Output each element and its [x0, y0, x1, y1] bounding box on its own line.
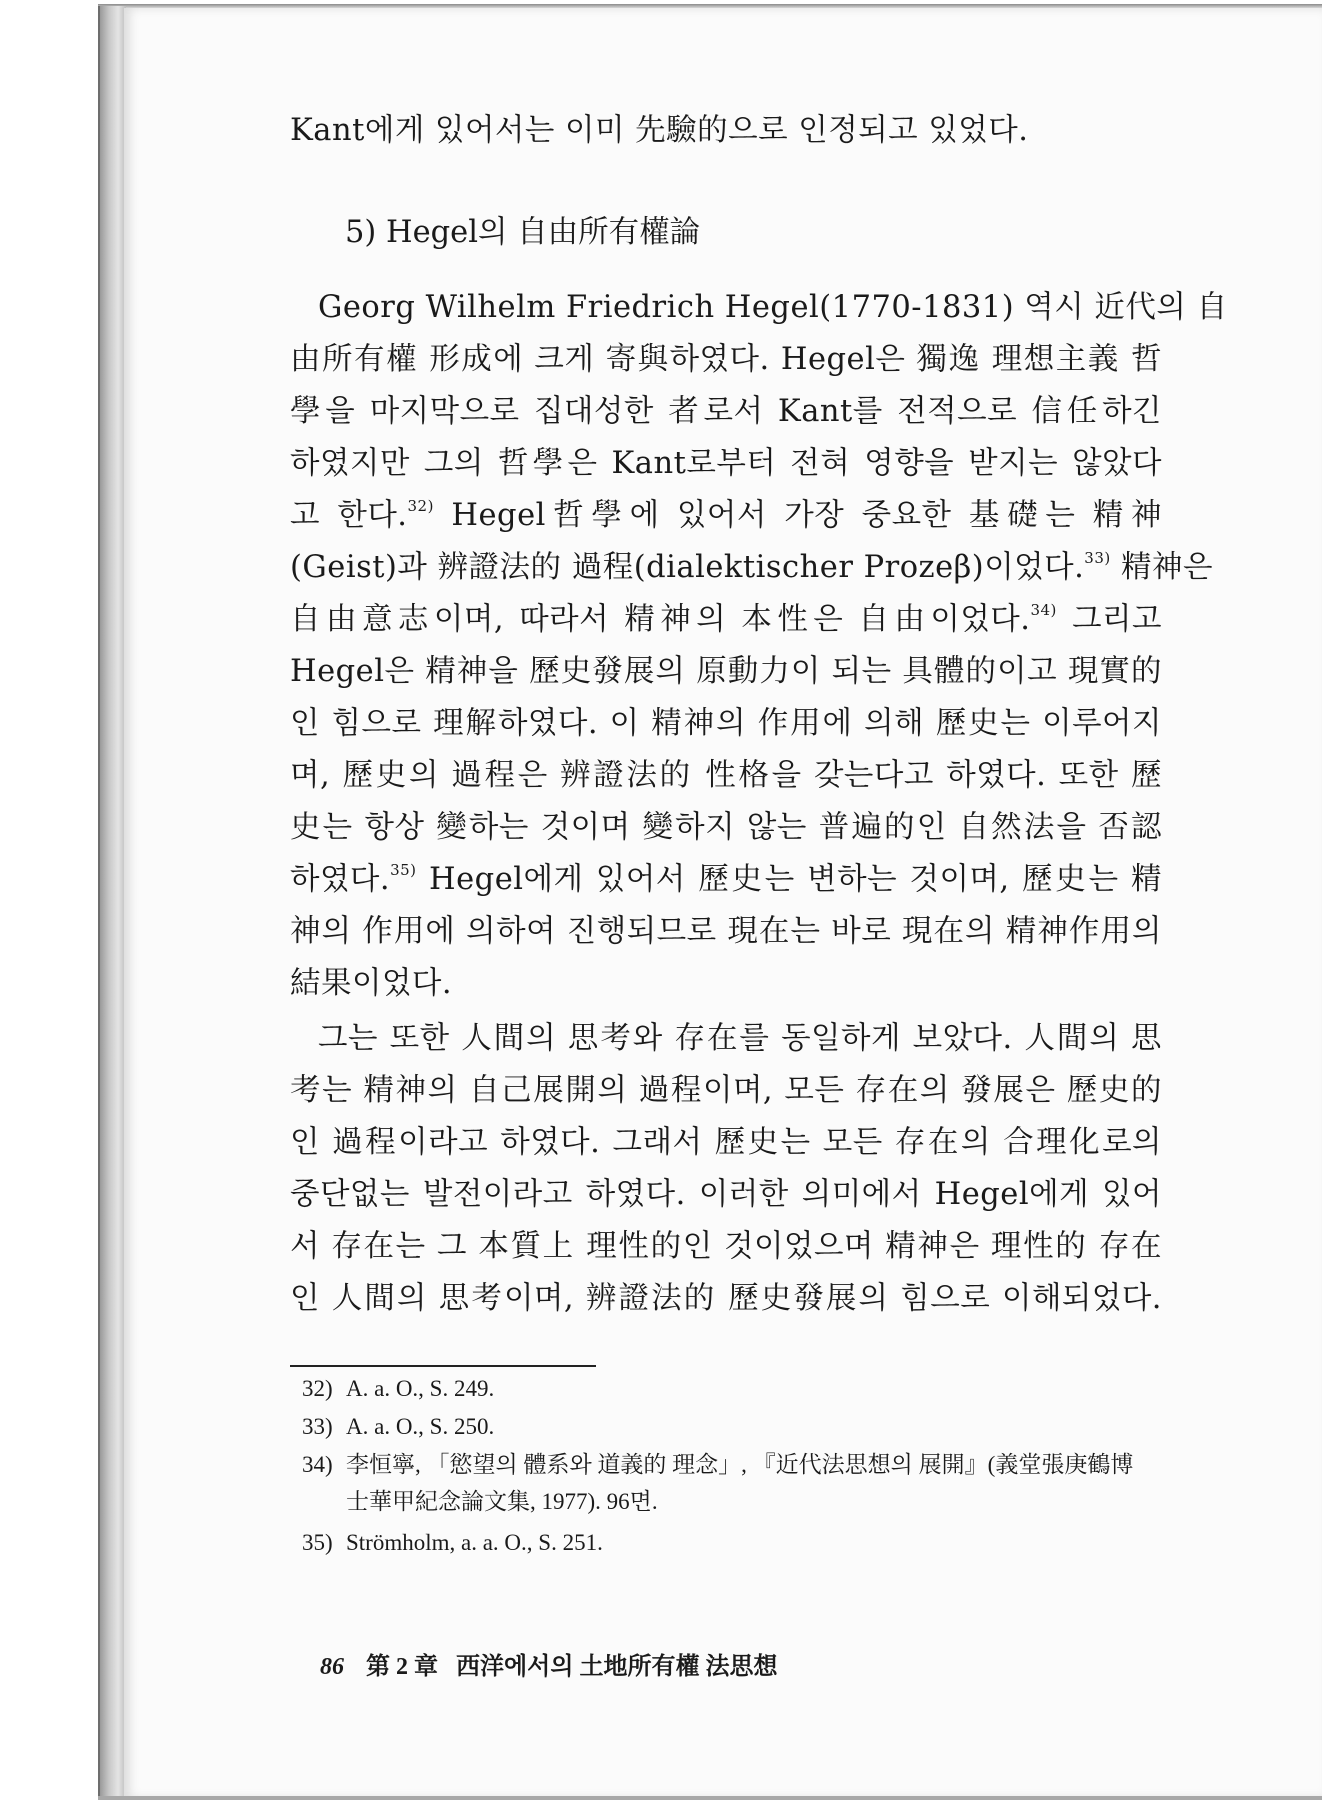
p2-line-1: 그는 또한 人間의 思考와 存在를 동일하게 보았다. 人間의 思: [318, 1021, 1162, 1056]
footnote-34: 34) 李恒寧, 「慾望의 體系와 道義的 理念」, 『近代法思想의 展開』(義堂張庚鶴博: [302, 1452, 1134, 1477]
p1-line-9: 인 힘으로 理解하였다. 이 精神의 作用에 의해 歷史는 이루어지: [290, 706, 1162, 741]
p2-line-5: 서 存在는 그 本質上 理性的인 것이었으며 精神은 理性的 存在: [290, 1229, 1162, 1264]
p2-line-3: 인 過程이라고 하였다. 그래서 歷史는 모든 存在의 合理化로의: [290, 1125, 1162, 1160]
p2-line-2: 考는 精神의 自己展開의 過程이며, 모든 存在의 發展은 歷史的: [290, 1073, 1162, 1108]
p2-line-4: 중단없는 발전이라고 하였다. 이러한 의미에서 Hegel에게 있어: [290, 1177, 1162, 1212]
p1-line-10: 며, 歷史의 過程은 辨證法的 性格을 갖는다고 하였다. 또한 歷: [290, 758, 1162, 793]
footnote-ref-32[interactable]: 32): [407, 497, 434, 515]
p1-line-7: 自由意志이며, 따라서 精神의 本性은 自由이었다.$^{34)}$ 그리고: [290, 601, 1162, 637]
p1-line-12: 하였다.$^{35)}$ Hegel에게 있어서 歷史는 변하는 것이며, 歷史는 精: [290, 861, 1162, 897]
page-number: 86: [320, 1654, 344, 1680]
p1-line-8: Hegel은 精神을 歷史發展의 原動力이 되는 具體的이고 現實的: [290, 654, 1162, 689]
book-bottom-edge: [98, 1796, 1322, 1800]
footnote-ref-35[interactable]: 35): [390, 861, 417, 879]
p1-line-5: 고 한다.$^{32)}$ Hegel哲學에 있어서 가장 중요한 基礎는 精神: [290, 497, 1162, 533]
p1-line-11: 史는 항상 變하는 것이며 變하지 않는 普遍的인 自然法을 否認: [290, 810, 1162, 845]
p1-line-6: (Geist)과 辨證法的 過程(dialektischer Prozeβ)이었다.$^{33)}$ 精神은: [290, 549, 1213, 585]
section-heading: 5) Hegel의 自由所有權論: [345, 215, 701, 250]
p1-line-4: 하였지만 그의 哲學은 Kant로부터 전혀 영향을 받지는 않았다: [290, 446, 1162, 481]
running-footer: [320, 1646, 796, 1681]
footnote-ref-33[interactable]: 33): [1084, 549, 1111, 567]
footnote-separator: [290, 1365, 596, 1367]
chapter-label: 第 2 章: [366, 1654, 438, 1680]
p1-line-3: 學을 마지막으로 집대성한 者로서 Kant를 전적으로 信任하긴: [290, 394, 1162, 429]
footnote-35: 35) Strömholm, a. a. O., S. 251.: [302, 1530, 603, 1555]
intro-line: Kant에게 있어서는 이미 先驗的으로 인정되고 있었다.: [290, 113, 1029, 148]
p1-line-1: Georg Wilhelm Friedrich Hegel(1770-1831) 역시 近代의 自: [318, 290, 1228, 325]
p1-line-14: 結果이었다.: [290, 966, 453, 1001]
p2-line-6: 인 人間의 思考이며, 辨證法的 歷史發展의 힘으로 이해되었다.: [290, 1281, 1162, 1316]
book-spine-edge: [98, 6, 126, 1798]
footnote-32: 32) A. a. O., S. 249.: [302, 1376, 495, 1401]
footnote-ref-34[interactable]: 34): [1030, 601, 1057, 619]
footnote-33: 33) A. a. O., S. 250.: [302, 1414, 495, 1439]
footnote-34-continuation: 士華甲紀念論文集, 1977). 96면.: [346, 1489, 658, 1514]
chapter-title: 西洋에서의 土地所有權 法思想: [456, 1654, 778, 1680]
p1-line-13: 神의 作用에 의하여 진행되므로 現在는 바로 現在의 精神作用의: [290, 914, 1162, 949]
p1-line-2: 由所有權 形成에 크게 寄與하였다. Hegel은 獨逸 理想主義 哲: [290, 342, 1162, 377]
